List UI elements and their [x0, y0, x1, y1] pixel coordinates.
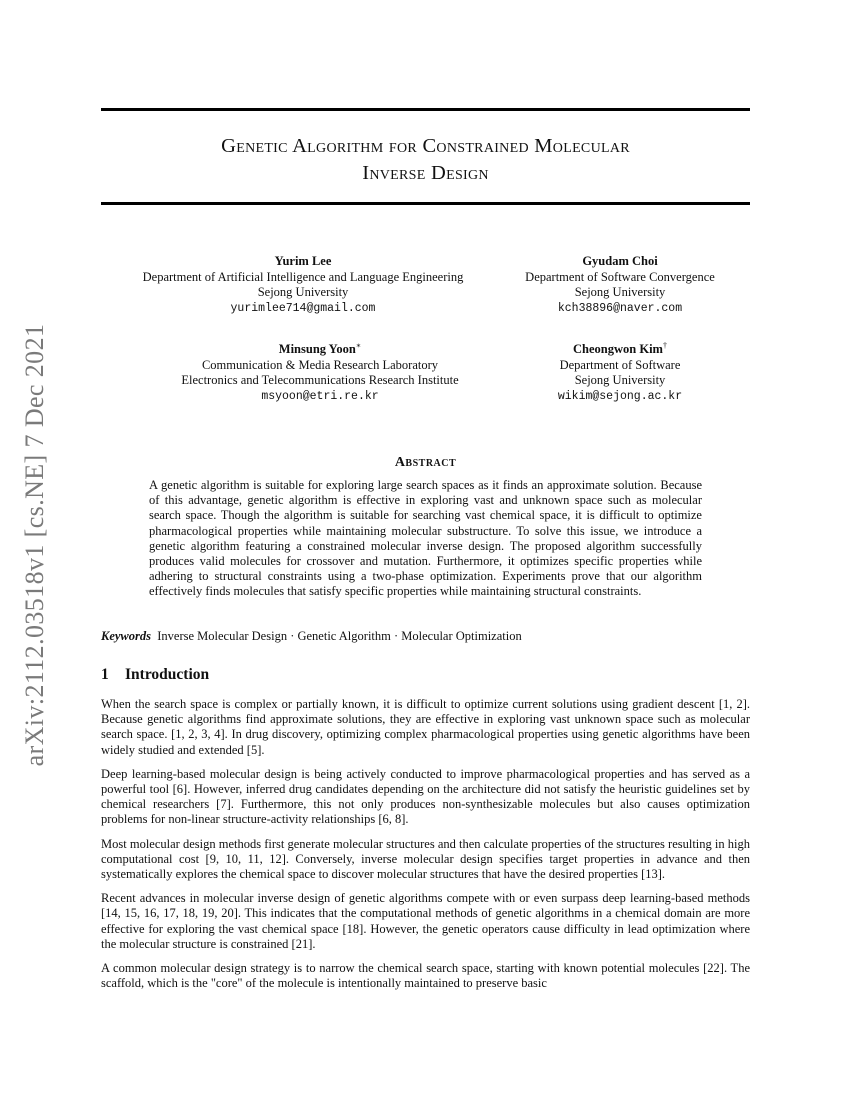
title-line-2: Inverse Design	[362, 162, 489, 184]
title-top-rule	[101, 108, 750, 111]
author-affiliation: Electronics and Telecommunications Research Institute	[181, 373, 459, 388]
keywords-label: Keywords	[101, 629, 151, 643]
author-email: msyoon@etri.re.kr	[261, 389, 379, 403]
author-affiliation: Department of Artificial Intelligence and Language Engineering	[142, 269, 464, 284]
abstract-heading: Abstract	[394, 455, 457, 470]
author-block	[120, 254, 486, 316]
author-name: Yurim Lee	[274, 254, 332, 268]
author-affiliation: Department of Software Convergence	[525, 269, 715, 284]
title-line-1: Genetic Algorithm for Constrained Molecular	[221, 135, 630, 157]
author-affiliation: Sejong University	[574, 373, 666, 388]
author-name: Gyudam Choi	[582, 254, 658, 268]
author-affiliation: Communication & Media Research Laboratory	[201, 357, 439, 372]
paragraph: A common molecular design strategy is to narrow the chemical search space, starting with known potential molecules [22]. The scaffold, which is the "core" of the molecule is intentionally maintained to preserve basic	[101, 961, 750, 991]
section-title: Introduction	[125, 666, 210, 683]
author-block	[504, 254, 736, 316]
paper-title	[101, 133, 750, 187]
author-name: Minsung Yoon∗	[278, 341, 362, 357]
author-footnote-mark: ∗	[355, 341, 362, 350]
author-name: Cheongwon Kim†	[573, 341, 667, 357]
title-bottom-rule	[101, 202, 750, 205]
section-heading	[101, 666, 209, 684]
abstract-text: A genetic algorithm is suitable for exploring large search spaces as it finds an approximate solution. Because of this advantage, genetic algorithm is effective in exploring vast and unknown space such as molecular search space. Though the algorithm is suitable for searching vast chemical space, it is difficult to optimize pharmacological properties while maintaining molecular substructure. To solve this issue, we introduce a genetic algorithm featuring a constrained molecular inverse design. The proposed algorithm successfully produces valid molecules for crossover and mutation. Furthermore, it optimizes specific properties while adhering to structural constraints using a two-phase optimization. Experiments prove that our algorithm effectively finds molecules that satisfy specific properties while maintaining structural constraints.	[149, 478, 702, 599]
author-block	[504, 338, 736, 404]
keywords-line	[101, 629, 750, 644]
author-footnote-mark: †	[662, 341, 667, 350]
author-block	[120, 338, 520, 404]
author-email: kch38896@naver.com	[557, 301, 683, 315]
author-affiliation: Department of Software	[559, 357, 681, 372]
paragraph: Recent advances in molecular inverse design of genetic algorithms compete with or even surpass deep learning-based methods [14, 15, 16, 17, 18, 19, 20]. This indicates that the computational methods of genetic algorithms in a chemical domain are more effective for exploring the vast chemical space [18]. However, the genetic operators cause difficulty in lead optimization where the molecular structure is constrained [21].	[101, 891, 750, 951]
section-number: 1	[101, 666, 109, 683]
author-email: wikim@sejong.ac.kr	[557, 389, 683, 403]
author-affiliation: Sejong University	[257, 285, 349, 299]
paragraph: Most molecular design methods first generate molecular structures and then calculate properties of the structures resulting in high computational cost [9, 10, 11, 12]. Conversely, inverse molecular design specifies target properties in advance and then systematically explores the chemical space to discover molecular structures that have the desired properties [13].	[101, 836, 750, 882]
body-text	[101, 697, 750, 1000]
author-affiliation: Sejong University	[574, 285, 666, 299]
arxiv-stamp: arXiv:2112.03518v1 [cs.NE] 7 Dec 2021	[20, 323, 49, 767]
paragraph: Deep learning-based molecular design is being actively conducted to improve pharmacological properties and has served as a powerful tool [6]. However, inferred drug candidates depending on the architecture did not satisfy the heuristic guidelines set by chemical researchers [7]. Furthermore, this not only produces non-synthesizable molecules but also causes optimization problems for non-linear structure-activity relationships [6, 8].	[101, 766, 750, 827]
author-email: yurimlee714@gmail.com	[230, 301, 376, 315]
paragraph: When the search space is complex or partially known, it is difficult to optimize current solutions using gradient descent [1, 2]. Because genetic algorithms find approximate solutions, they are effective in exploring vast unknown space such as molecular search space. [1, 2, 3, 4]. In drug discovery, optimizing complex pharmacological properties using genetic algorithms have been widely studied and extended [5].	[101, 697, 750, 757]
keywords-text: Inverse Molecular Design · Genetic Algorithm · Molecular Optimization	[157, 629, 522, 643]
